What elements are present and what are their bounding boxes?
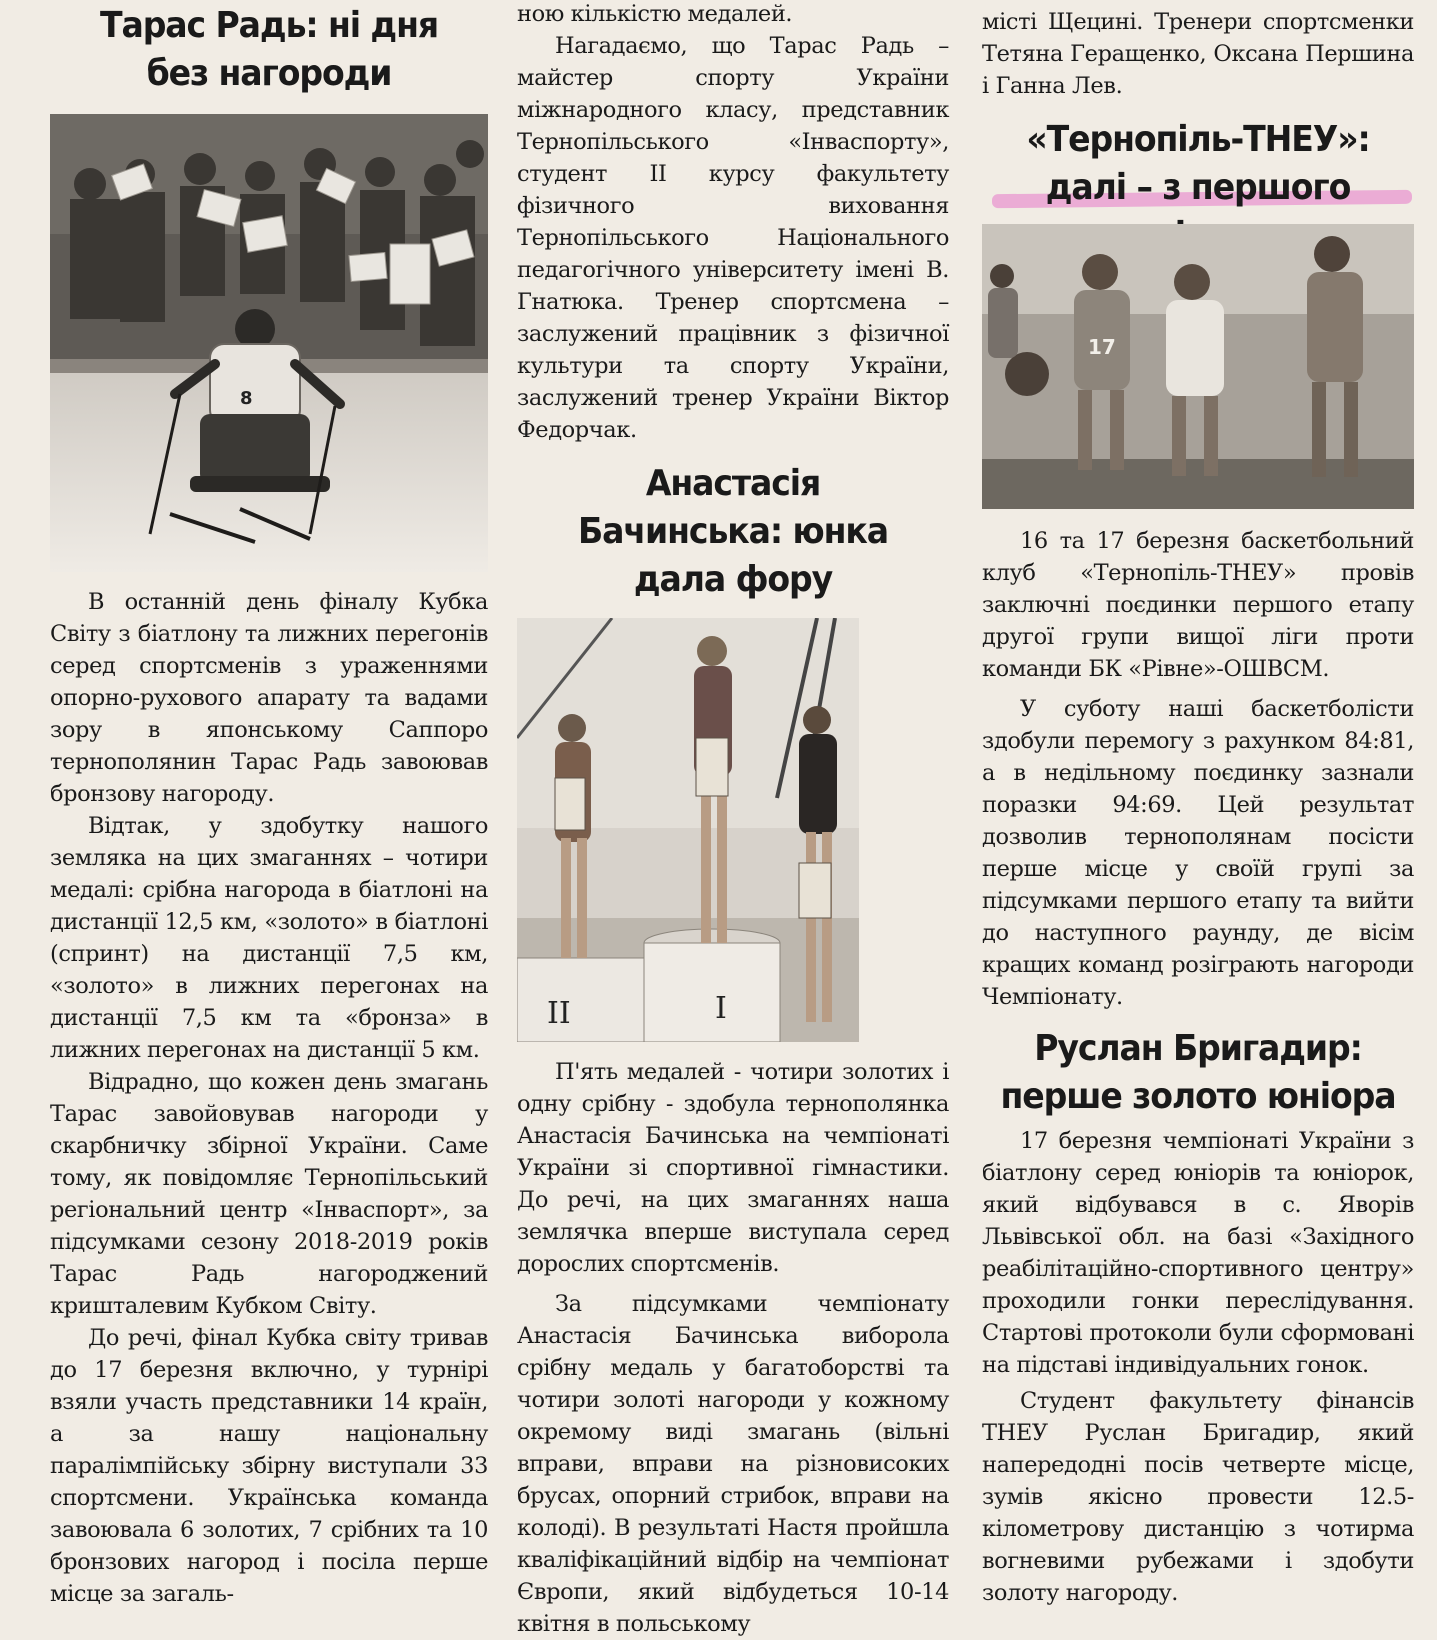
paragraph: Студент факультету фінансів ТНЕУ Руслан Бригадир, який напередодні посів четверте місце, зумів якісно провести 12.5-кілометрову дистанцію з чотирма вогневими рубежами і здобути золоту нагороду. [982, 1388, 1414, 1606]
headline-taras-rad: Тарас Радь: ні дня без нагороди [99, 5, 439, 94]
paragraph-continuation: місті Щецині. Тренери спортсменки Тетяна Геращенко, Оксана Першина і Ганна Лев. [982, 9, 1414, 99]
paragraph: 17 березня чемпіонаті України з біатлону серед юніорів та юніорок, який відбувався в с. Яворів Львівської обл. на базі «Західного реабілітаційно-спортивного центру» проходили гонки переслідування. Стартові протоколи були сформовані на підставі індивідуальних гонок. [982, 1128, 1414, 1378]
paragraph: В останній день фіналу Кубка Світу з біатлону та лижних перегонів серед спортсменів з ураженнями опорно-рухового апарату та вадами зору в японському Саппоро тернополянин Тарас Радь завоював бронзову нагороду. [50, 589, 488, 807]
basketball-illustration [982, 224, 1414, 509]
headline-bachynska: Анастасія Бачинська: юнка дала фору [578, 463, 888, 600]
photo-basketball [982, 224, 1414, 509]
headline-ruslan-bryhadyr: Руслан Бригадир: перше золото юніора [1000, 1028, 1396, 1117]
article-body [982, 1125, 1414, 1609]
podium-place-left: II [547, 996, 571, 1031]
paragraph: За підсумками чемпіонату Анастасія Бачинська виборола срібну медаль у багатоборстві та чотири золоті нагороди у кожному окремому виді змагань (вільні вправи, вправи на різновисоких брусах, опорний стрибок, вправи на колоді). В результаті Настя пройшла кваліфікаційний відбір на чемпіонат Європи, який відбудеться 10-14 квітня в польському [517, 1291, 949, 1637]
paragraph: 16 та 17 березня баскетбольний клуб «Тернопіль-ТНЕУ» провів заключні поєдинки першого етапу другої групи вищої ліги проти команди БК «Рівне»-ОШВСМ. [982, 528, 1414, 682]
bib-number: 8 [240, 388, 253, 409]
paragraph: П'ять медалей - чотири золотих і одну срібну - здобула тернополянка Анастасія Бачинська на чемпіонаті України зі спортивної гімнастики. До речі, на цих змаганнях наша землячка вперше виступала серед дорослих спортсменів. [517, 1059, 949, 1277]
podium-place-center: I [715, 991, 727, 1026]
paragraph: Відрадно, що кожен день змагань Тарас завойовував нагороди у скарбничку збірної України. Саме тому, як повідомляє Тернопільський регіональний центр «Інваспорт», за підсумками сезону 2018-2019 років Тарас Радь нагороджений кришталевим Кубком Світу. [50, 1069, 488, 1319]
paragraph: Нагадаємо, що Тарас Радь – майстер спорту України міжнародного класу, представник Тернопільського «Інваспорту», студент ІІ курсу факультету фізичного виховання Тернопільського Національного педагогічного університету імені В. Гнатюка. Тренер спортсмена – заслужений працівник з фізичної культури та спорту України, заслужений тренер України Віктор Федорчак. [517, 33, 949, 443]
article-body [517, 1056, 949, 1640]
article-taras-rad [50, 0, 488, 1610]
article-ternopil-tneu [982, 6, 1414, 1609]
paragraph: Відтак, у здобутку нашого земляка на цих змаганнях – чотири медалі: срібна нагорода в біатлоні на дистанції 12,5 км, «золото» в біатлоні (спринт) на дистанції 7,5 км, «золото» в лижних перегонах на дистанції 7,5 км та «бронза» в лижних перегонах на дистанції 5 км. [50, 813, 488, 1063]
paragraph: До речі, фінал Кубка світу тривав до 17 березня включно, у турнірі взяли участь представники 14 країн, а за нашу національну паралімпійську збірну виступали 33 спортсмени. Українська команда завоювала 6 золотих, 7 срібних та 10 бронзових нагород і посіла перше місце за загаль- [50, 1325, 488, 1607]
article-body [50, 586, 488, 1610]
article-bachynska [517, 0, 949, 1640]
para-skier-illustration [50, 114, 488, 572]
paragraph: У суботу наші баскетболісти здобули перемогу з рахунком 84:81, а в недільному поєдинку зазнали поразки 94:69. Цей результат дозволив тернополянам посісти перше місце у своїй групі за підсумками першого етапу та вийти до наступного раунду, де вісім кращих команд розіграють нагороди Чемпіонату. [982, 696, 1414, 1010]
jersey-number: 17 [1088, 335, 1116, 359]
photo-para-skier [50, 114, 488, 572]
article-body [982, 525, 1414, 1013]
headline-ternopil-tneu: «Тернопіль-ТНЕУ»: далі – з першого [1026, 119, 1370, 208]
photo-gymnastics-podium [517, 618, 859, 1042]
paragraph-continuation: ною кількістю медалей. [517, 1, 793, 27]
podium-illustration [517, 618, 859, 1042]
